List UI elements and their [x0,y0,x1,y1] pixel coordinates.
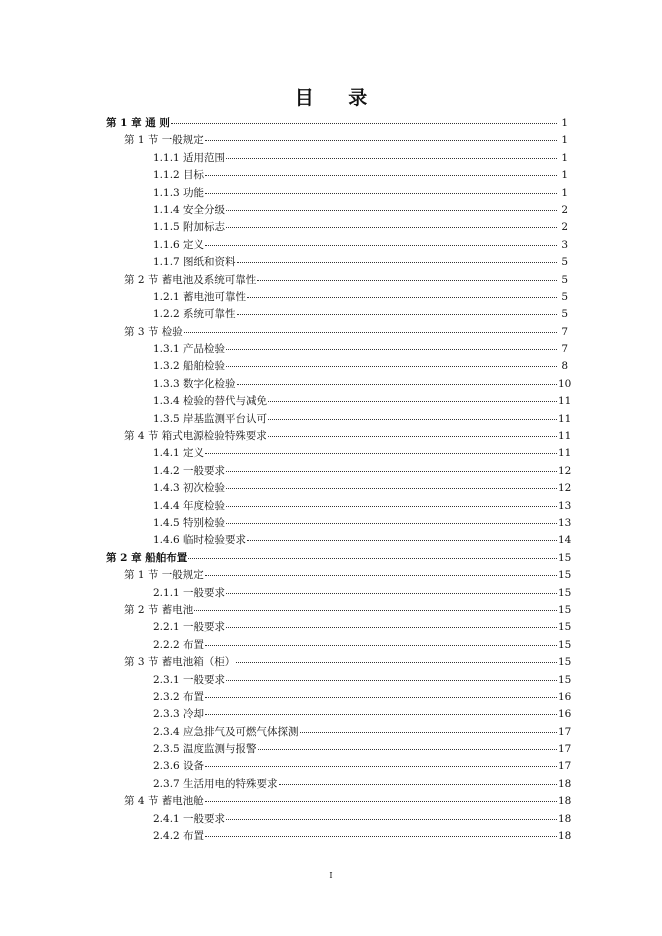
toc-entry-level-3[interactable] [0,706,662,723]
toc-dot-leader [226,366,557,367]
toc-entry-title: 第 1 节 一般规定 [124,134,204,147]
table-of-contents [0,115,662,845]
toc-entry-title: 2.3.4 应急排气及可燃气体探测 [153,725,299,738]
toc-dot-leader [279,784,557,785]
toc-entry-title: 第 3 节 蓄电池箱（柜） [124,656,236,669]
toc-entry-title: 2.4.2 布置 [153,830,205,843]
toc-entry-page: 2 [561,203,568,216]
toc-dot-leader [226,819,557,820]
toc-dot-leader [205,697,557,698]
toc-entry-level-2[interactable] [0,428,662,445]
toc-entry-title: 1.1.7 图纸和资料 [153,256,236,269]
toc-dot-leader [205,140,557,141]
toc-entry-level-3[interactable] [0,724,662,741]
toc-dot-leader [300,732,557,733]
toc-entry-level-3[interactable] [0,463,662,480]
toc-dot-leader [237,262,557,263]
toc-entry-level-3[interactable] [0,758,662,775]
toc-entry-level-3[interactable] [0,619,662,636]
toc-dot-leader [247,297,557,298]
toc-entry-page: 2 [561,221,568,234]
page-number: I [329,871,333,880]
toc-entry-title: 第 2 章 船舶布置 [106,551,188,564]
toc-dot-leader [205,836,557,837]
toc-entry-level-2[interactable] [0,324,662,341]
toc-entry-page: 7 [561,325,568,338]
toc-entry-title: 第 2 节 蓄电池 [124,603,194,616]
toc-entry-level-1[interactable] [0,550,662,567]
toc-entry-level-3[interactable] [0,150,662,167]
toc-entry-page: 5 [561,273,568,286]
toc-entry-page: 18 [558,830,572,843]
toc-dot-leader [268,419,557,420]
toc-entry-page: 3 [561,238,568,251]
toc-entry-title: 2.3.6 设备 [153,760,205,773]
toc-dot-leader [205,645,557,646]
page-title: 目 录 [294,87,382,109]
toc-dot-leader [268,436,557,437]
toc-entry-page: 1 [561,134,568,147]
toc-entry-level-3[interactable] [0,202,662,219]
toc-entry-title: 2.4.1 一般要求 [153,812,226,825]
toc-entry-level-2[interactable] [0,654,662,671]
toc-entry-page: 13 [558,516,572,529]
toc-entry-level-3[interactable] [0,167,662,184]
toc-entry-page: 15 [558,621,572,634]
toc-entry-level-3[interactable] [0,376,662,393]
toc-entry-level-2[interactable] [0,272,662,289]
toc-entry-title: 1.4.6 临时检验要求 [153,534,247,547]
toc-entry-level-3[interactable] [0,741,662,758]
toc-entry-title: 2.3.3 冷却 [153,708,205,721]
toc-entry-page: 11 [558,430,572,443]
toc-dot-leader [205,714,557,715]
toc-entry-page: 5 [561,290,568,303]
toc-entry-level-3[interactable] [0,672,662,689]
toc-entry-level-3[interactable] [0,689,662,706]
toc-entry-page: 1 [561,151,568,164]
toc-entry-level-3[interactable] [0,828,662,845]
toc-entry-page: 15 [558,551,572,564]
toc-entry-page: 18 [558,795,572,808]
toc-dot-leader [171,123,557,124]
toc-dot-leader [205,245,557,246]
toc-dot-leader [247,540,557,541]
toc-entry-page: 5 [561,308,568,321]
toc-entry-page: 7 [561,343,568,356]
toc-entry-level-3[interactable] [0,445,662,462]
toc-entry-page: 18 [558,777,572,790]
toc-entry-page: 15 [558,673,572,686]
toc-entry-title: 2.3.7 生活用电的特殊要求 [153,777,278,790]
toc-entry-title: 2.2.1 一般要求 [153,621,226,634]
toc-entry-level-3[interactable] [0,254,662,271]
toc-entry-page: 8 [561,360,568,373]
toc-entry-level-3[interactable] [0,237,662,254]
toc-entry-title: 1.3.1 产品检验 [153,343,226,356]
toc-dot-leader [226,523,557,524]
toc-dot-leader [226,680,557,681]
toc-entry-title: 1.2.2 系统可靠性 [153,308,236,321]
toc-entry-title: 第 4 节 箱式电源检验特殊要求 [124,430,267,443]
toc-entry-page: 15 [558,586,572,599]
toc-entry-level-3[interactable] [0,341,662,358]
toc-dot-leader [226,488,557,489]
toc-entry-title: 1.1.4 安全分级 [153,203,226,216]
toc-entry-title: 1.3.4 检验的替代与减免 [153,395,268,408]
toc-entry-title: 1.1.1 适用范围 [153,151,226,164]
toc-entry-page: 5 [561,256,568,269]
toc-entry-page: 15 [558,603,572,616]
toc-entry-page: 18 [558,812,572,825]
toc-entry-level-2[interactable] [0,132,662,149]
toc-entry-title: 第 4 节 蓄电池舱 [124,795,204,808]
toc-entry-page: 14 [558,534,572,547]
toc-dot-leader [226,471,557,472]
toc-entry-title: 1.1.6 定义 [153,238,205,251]
toc-entry-level-3[interactable] [0,532,662,549]
toc-entry-level-3[interactable] [0,393,662,410]
toc-entry-level-3[interactable] [0,637,662,654]
toc-entry-title: 1.3.3 数字化检验 [153,377,236,390]
toc-dot-leader [226,227,557,228]
toc-dot-leader [237,384,557,385]
toc-entry-page: 10 [558,377,572,390]
toc-entry-level-3[interactable] [0,358,662,375]
toc-entry-title: 1.2.1 蓄电池可靠性 [153,290,247,303]
toc-dot-leader [257,280,557,281]
toc-dot-leader [205,801,557,802]
toc-dot-leader [184,332,557,333]
toc-entry-page: 17 [558,760,572,773]
toc-entry-page: 15 [558,656,572,669]
toc-entry-title: 1.4.4 年度检验 [153,499,226,512]
toc-entry-title: 1.1.3 功能 [153,186,205,199]
toc-entry-level-3[interactable] [0,185,662,202]
toc-entry-title: 2.2.2 布置 [153,638,205,651]
toc-entry-level-2[interactable] [0,602,662,619]
toc-entry-page: 11 [558,447,572,460]
toc-entry-title: 1.1.2 目标 [153,169,205,182]
toc-dot-leader [226,210,557,211]
toc-entry-page: 13 [558,499,572,512]
toc-entry-page: 11 [558,412,572,425]
toc-entry-level-3[interactable] [0,811,662,828]
toc-entry-level-2[interactable] [0,567,662,584]
toc-entry-level-3[interactable] [0,480,662,497]
toc-dot-leader [237,314,557,315]
toc-entry-title: 1.4.5 特别检验 [153,516,226,529]
toc-entry-title: 第 1 章 通 则 [106,117,170,129]
toc-dot-leader [258,749,557,750]
toc-dot-leader [226,593,557,594]
toc-entry-level-1[interactable] [0,115,662,132]
toc-dot-leader [226,158,557,159]
toc-entry-level-3[interactable] [0,515,662,532]
toc-dot-leader [236,662,557,663]
toc-entry-title: 2.3.1 一般要求 [153,673,226,686]
toc-dot-leader [194,610,557,611]
toc-dot-leader [205,766,557,767]
toc-dot-leader [205,575,557,576]
toc-entry-level-3[interactable] [0,585,662,602]
toc-entry-page: 15 [558,569,572,582]
toc-entry-page: 12 [558,464,572,477]
toc-entry-page: 1 [561,169,568,182]
toc-entry-level-3[interactable] [0,219,662,236]
toc-dot-leader [226,627,557,628]
toc-entry-title: 1.3.2 船舶检验 [153,360,226,373]
toc-entry-title: 1.4.2 一般要求 [153,464,226,477]
toc-dot-leader [205,193,557,194]
toc-dot-leader [205,453,557,454]
toc-entry-page: 17 [558,725,572,738]
toc-entry-level-3[interactable] [0,289,662,306]
toc-entry-page: 1 [561,117,568,129]
toc-entry-page: 16 [558,690,572,703]
toc-entry-title: 1.1.5 附加标志 [153,221,226,234]
toc-entry-level-3[interactable] [0,498,662,515]
toc-entry-title: 2.1.1 一般要求 [153,586,226,599]
toc-entry-title: 第 2 节 蓄电池及系统可靠性 [124,273,257,286]
toc-entry-level-3[interactable] [0,306,662,323]
toc-entry-title: 1.4.1 定义 [153,447,205,460]
toc-entry-title: 第 3 节 检验 [124,325,183,338]
toc-entry-page: 1 [561,186,568,199]
toc-entry-page: 15 [558,638,572,651]
toc-entry-title: 1.3.5 岸基监测平台认可 [153,412,268,425]
toc-dot-leader [268,401,557,402]
toc-dot-leader [226,349,557,350]
toc-entry-title: 2.3.5 温度监测与报警 [153,743,257,756]
toc-entry-page: 12 [558,482,572,495]
toc-dot-leader [205,175,557,176]
toc-entry-page: 11 [558,395,572,408]
toc-entry-title: 第 1 节 一般规定 [124,569,204,582]
toc-entry-level-3[interactable] [0,411,662,428]
toc-dot-leader [226,506,557,507]
toc-entry-page: 17 [558,743,572,756]
toc-entry-page: 16 [558,708,572,721]
toc-dot-leader [188,558,557,559]
toc-entry-title: 1.4.3 初次检验 [153,482,226,495]
toc-entry-title: 2.3.2 布置 [153,690,205,703]
toc-entry-level-2[interactable] [0,793,662,810]
toc-entry-level-3[interactable] [0,776,662,793]
